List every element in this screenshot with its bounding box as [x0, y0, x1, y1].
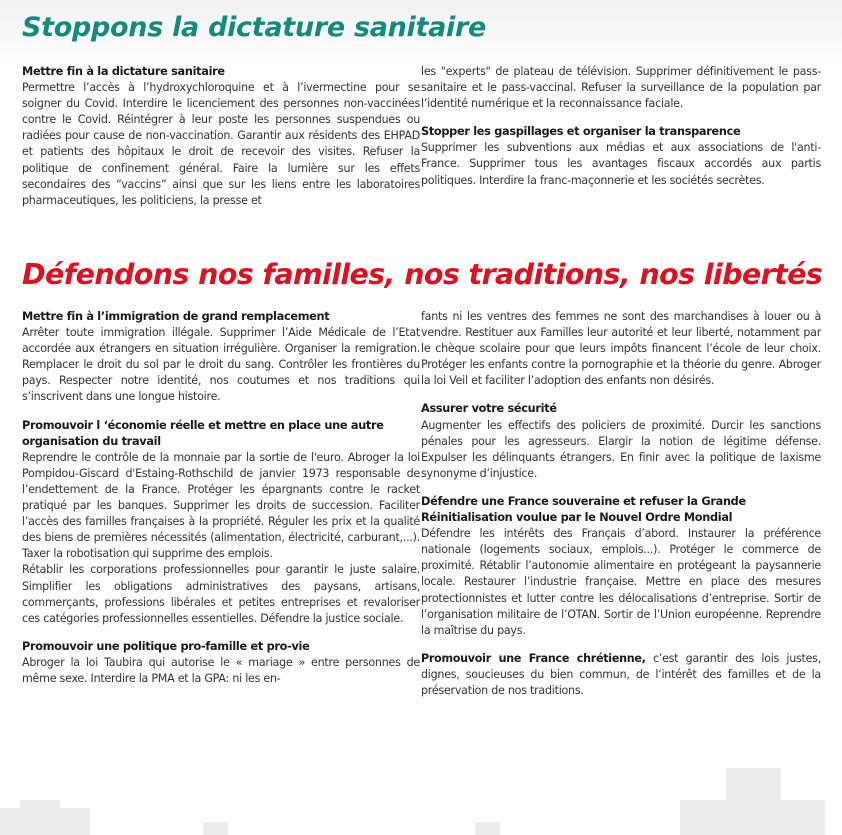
item-body-inline: c’est garantir des lois justes, dignes, soucieuses du bien commun, de l’intérêt des familles et de la préservation de nos traditions.	[421, 651, 821, 697]
decorative-block	[475, 822, 500, 835]
item-heading-inline: Promouvoir une France chrétienne,	[421, 651, 646, 665]
item-body: Reprendre le contrôle de la monnaie par la sortie de l'euro. Abroger la loi Pompidou-Giscard d'Estaing-Rothschild de janvier 1973 responsable de l’endettement de la France. Protéger les épargnants contre le racket pratiqué par les banques. Supprimer les droits de succession. Faciliter l’accès des familles françaises à la propriété. Réguler les prix et la qualité des biens de premières nécessités (alimentation, électricité, carburant,...). Taxer la robotisation qui supprime des emplois.	[22, 450, 420, 561]
item-heading: Assurer votre sécurité	[421, 402, 557, 416]
item-body: Défendre les intérêts des Français d’abord. Instaurer la préférence nationale (logements sociaux, emplois...). Protéger le commerce de proximité. Rétablir l’autonomie alimentaire en protégeant la paysannerie locale. Restaurer l’industrie française. Mettre en place des mesures protectionnistes et lutter contre les délocalisations d’entreprise. Sortir de l’organisation militaire de l’OTAN. Sortir de l’Union européenne. Reprendre la maîtrise du pays.	[421, 527, 821, 637]
item-body: Abroger la loi Taubira qui autorise le « mariage » entre personnes de même sexe. Interdire la PMA et la GPA: ni les en-	[22, 655, 420, 685]
item-heading: Stopper les gaspillages et organiser la transparence	[421, 125, 741, 139]
section2-left-column	[22, 309, 420, 687]
item-body: Rétablir les corporations professionnelles pour garantir le juste salaire. Simplifier les obligations administratives des paysans, artisans, commerçants, professions libérales et petites entreprises et revaloriser ces catégories professionnelles essentielles. Défendre la justice sociale.	[22, 563, 420, 625]
item-body: Augmenter les effectifs des policiers de proximité. Durcir les sanctions pénales pour les agresseurs. Elargir la notion de légitime défense. Expulser les délinquants étrangers. En finir avec la politique de laxisme synonyme d’injustice.	[421, 418, 821, 480]
decorative-block	[726, 768, 781, 808]
section-title-families: Défendons nos familles, nos traditions, nos libertés	[22, 258, 823, 291]
section1-left-column	[22, 64, 420, 209]
item-heading: Défendre une France souveraine et refuser la Grande Réinitialisation voulue par le Nouvel Ordre Mondial	[421, 494, 746, 525]
decorative-block	[20, 800, 60, 835]
decorative-block	[203, 822, 228, 835]
item-heading: Mettre fin à l’immigration de grand remplacement	[22, 310, 330, 323]
item-heading: Mettre fin à la dictature sanitaire	[22, 65, 225, 78]
item-body	[421, 651, 821, 699]
item-heading: Promouvoir une politique pro-famille et pro-vie	[22, 639, 310, 653]
section-title-sanitary: Stoppons la dictature sanitaire	[22, 12, 487, 43]
item-body-continued: les "experts" de plateau de télévision. Supprimer définitivement le pass-sanitaire et le pass-vaccinal. Refuser la surveillance de la population par l’identité numérique et la reconnaissance faciale.	[421, 65, 821, 111]
section1-right-column	[421, 64, 821, 189]
item-heading: Promouvoir l ‘économie réelle et mettre en place une autre organisation du travail	[22, 418, 384, 448]
item-body: Permettre l’accès à l’hydroxychloroquine et à l’ivermectine pour se soigner du Covid. Interdire le licenciement des personnes non-vaccinées contre le Covid. Réintégrer à leur poste les personnes suspendues ou radiées pour cause de non-vaccination. Garantir aux résidents des EHPAD et patients des hôpitaux le droit de recevoir des visites. Refuser la politique de confinement général. Faire la lumière sur les effets secondaires des “vaccins” ainsi que sur les liens entre les laboratoires pharmaceutiques, les politiciens, la presse et	[22, 81, 420, 207]
item-body: Supprimer les subventions aux médias et aux associations de l'anti-France. Supprimer tous les avantages fiscaux accordés aux partis politiques. Interdire la franc-maçonnerie et les sociétés secrètes.	[421, 141, 821, 187]
section2-right-column	[421, 309, 821, 699]
item-body: Arrêter toute immigration illégale. Supprimer l’Aide Médicale de l’Etat accordée aux étrangers en situation irrégulière. Organiser la remigration. Remplacer le droit du sol par le droit du sang. Contrôler les frontières du pays. Respecter notre identité, nos coutumes et nos traditions qui s’inscrivent dans une longue histoire.	[22, 326, 420, 404]
item-body-continued: fants ni les ventres des femmes ne sont des marchandises à louer ou à vendre. Restituer aux Familles leur autorité et leur liberté, notamment par le chèque scolaire pour que leurs impôts financent l’école de leur choix. Protéger les enfants contre la pornographie et la théorie du genre. Abroger la loi Veil et faciliter l’adoption des enfants non désirés.	[421, 310, 821, 388]
